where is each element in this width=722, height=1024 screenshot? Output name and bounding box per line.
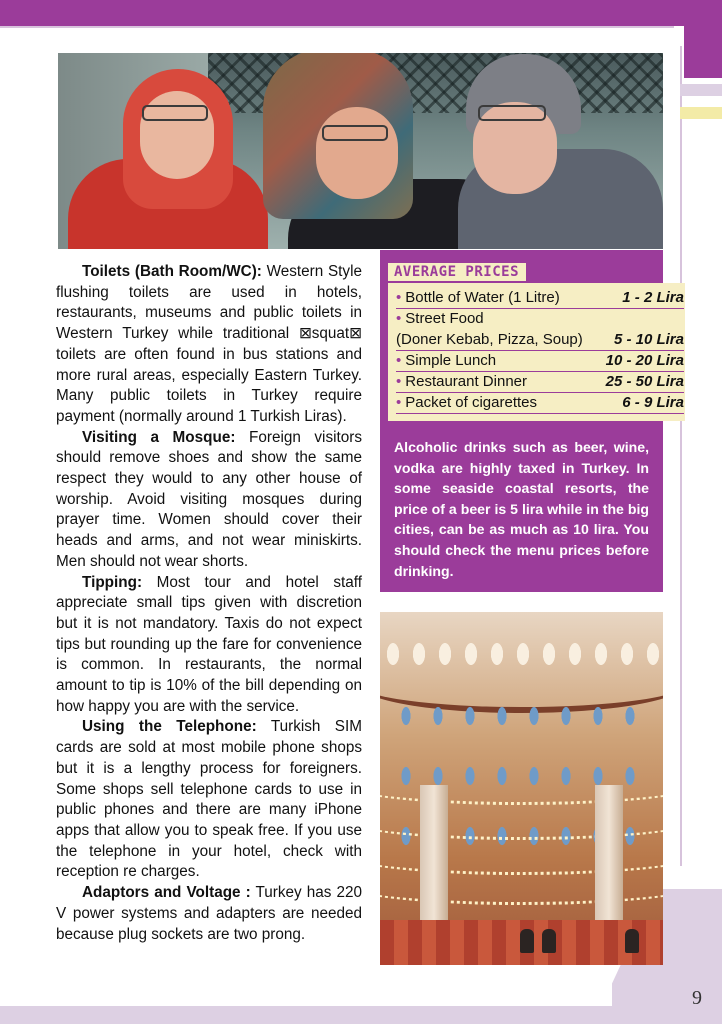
price-item [396,288,560,308]
paragraph-heading: Toilets (Bath Room/WC): [82,263,262,280]
price-value: 10 - 20 Lira [605,352,684,369]
photo-mosque-interior [380,612,663,965]
bullet-icon: • [396,310,402,327]
article-paragraph [56,428,362,573]
prices-table [388,283,685,421]
paragraph-heading: Visiting a Mosque: [82,428,236,446]
mosque-stained-windows-row-1 [390,692,653,732]
paragraph-body: Turkish SIM cards are sold at most mobile phone shops but it is a lengthy process for foreigners. Some shops sell telephone cards to use in public phones and there are many iPhone apps that allow you to speak free. If you use the telephone in your hotel, check with reception re charges. [56,718,363,881]
article-paragraph [56,883,362,945]
paragraph-body: Turkey has 220 V power systems and adapters are needed because plug sockets are two prong. [56,884,363,943]
price-item-label: Restaurant Dinner [405,373,527,390]
article-paragraph [56,573,362,718]
prices-title: AVERAGE PRICES [394,264,520,280]
price-item-label: Bottle of Water (1 Litre) [405,289,560,306]
paragraph-body: Western Style flushing toilets are used in hotels, restaurants, museums and public toilets in Western Turkey while traditional ⊠squat⊠ toilets are often found in bus stations and more rural areas, especially Eastern Turkey. Many public toilets in Turkey require payment (normally around 1 Turkish Liras). [56,263,362,425]
price-item [396,372,527,392]
price-item-label: Packet of cigarettes [405,394,537,411]
worshipper-figure [520,929,534,953]
paragraph-heading: Using the Telephone: [82,718,257,736]
page-number: 9 [692,987,702,1009]
bullet-icon: • [396,394,402,411]
price-item [396,351,496,371]
price-value: 6 - 9 Lira [622,394,684,411]
glasses-left [142,105,208,121]
price-item-label: (Doner Kebab, Pizza, Soup) [396,331,583,348]
paragraph-body: Most tour and hotel staff appreciate small tips given with discretion but it is not mandatory. Taxis do not expect tips but rounding up the fare for convenience is common. In restaurants, the normal amount to tip is 10% of the bill depending on how happy you are with the service. [56,573,362,715]
price-row [396,288,684,309]
price-item-label: Street Food [405,310,484,327]
bullet-icon: • [396,352,402,369]
paragraph-heading: Adaptors and Voltage : [82,884,251,902]
alcohol-price-note: Alcoholic drinks such as beer, wine, vodka are highly taxed in Turkey. In some seaside coastal resorts, the price of a beer is 5 lira while in the big cities, can be as much as 10 lira. You should check the menu prices before drinking. [394,439,649,579]
bullet-icon: • [396,289,402,306]
price-item [396,330,583,350]
bullet-icon: • [396,373,402,390]
side-tab-lilac [680,84,722,96]
glasses-right [478,105,546,121]
average-prices-box [380,250,684,592]
side-tab-yellow [680,107,722,119]
article-paragraph [56,717,362,883]
price-item [396,393,537,413]
price-item-label: Simple Lunch [405,352,497,369]
paragraph-heading: Tipping: [82,573,143,591]
photo-three-women [58,53,663,249]
bottom-accent-bar [0,1006,722,1024]
top-accent-bar [0,0,722,26]
price-value: 5 - 10 Lira [613,331,684,348]
price-item [396,309,484,329]
price-value: 1 - 2 Lira [622,289,684,306]
worshipper-figure [625,929,639,953]
frame-line-right [680,46,682,866]
mosque-pillar-right [595,785,623,925]
top-right-tab [684,26,722,78]
price-row [396,393,684,414]
woman-center-face [316,107,398,199]
article-paragraph [56,262,362,428]
glasses-center [322,125,388,141]
travel-tips-article [56,262,362,945]
frame-line-top [0,26,674,28]
price-row [396,351,684,372]
mosque-pillar-left [420,785,448,925]
price-row [396,330,684,351]
price-value: 25 - 50 Lira [605,373,684,390]
price-row [396,372,684,393]
worshipper-figure [542,929,556,953]
paragraph-body: Foreign visitors should remove shoes and show the same respect they would to any other house of worship. Avoid visiting mosques during prayer time. Women should cover their heads and arms, and not wear miniskirts. Men should not wear shorts. [56,428,362,570]
price-row [396,309,684,329]
